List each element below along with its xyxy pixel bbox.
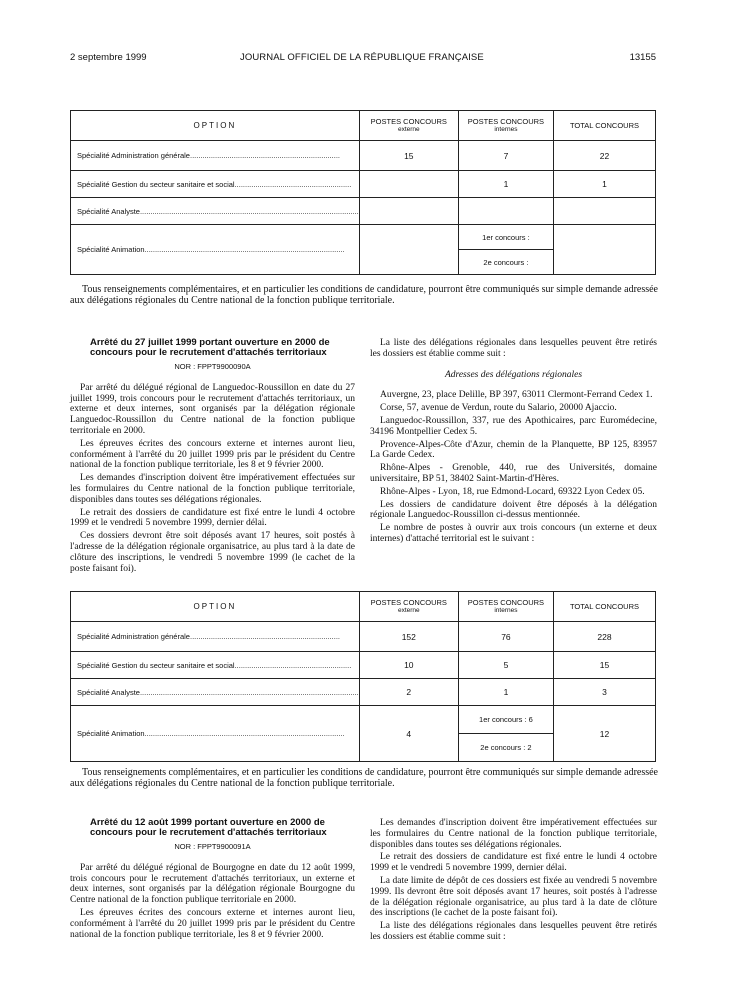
table-postes-1 <box>70 110 656 275</box>
col-total: TOTAL CONCOURS <box>554 111 656 141</box>
cell-externe <box>359 171 458 198</box>
cell-internes: 1 <box>458 171 553 198</box>
table-header-row <box>71 592 656 622</box>
cell-internes-1: 1er concours : <box>458 225 553 250</box>
cell-total: 1 <box>554 171 656 198</box>
row-label: Spécialité Animation................................................................................................ <box>71 225 360 275</box>
cell-externe: 2 <box>359 679 458 706</box>
row-label: Spécialité Analyste......................................................................................................... <box>71 679 360 706</box>
cell-externe: 10 <box>359 652 458 679</box>
cell-internes: 7 <box>458 141 553 171</box>
paragraph: Les épreuves écrites des concours externe et internes auront lieu, conformément à l'arrêté du 20 juillet 1999 pris par le président du Centre national de la fonction publique territoriale, les 8 et 9 février 2000. <box>70 438 355 471</box>
arrete-1-right <box>370 338 657 547</box>
arrete-2-right <box>370 818 657 945</box>
cell-internes: 1 <box>458 679 553 706</box>
addresses-title: Adresses des délégations régionales <box>444 369 583 380</box>
address-item: Rhône-Alpes - Grenoble, 440, rue des Universités, domaine universitaire, BP 51, 38402 Saint-Martin-d'Hères. <box>370 463 657 484</box>
address-item: Languedoc-Roussillon, 337, rue des Apothicaires, parc Euromédecine, 34196 Montpellier Cedex 5. <box>370 415 657 437</box>
row-label: Spécialité Administration générale........................................................................ <box>71 622 360 652</box>
paragraph: Le retrait des dossiers de candidature est fixé entre le lundi 4 octobre 1999 et le vendredi 5 novembre 1999, dernier délai. <box>370 852 657 874</box>
paragraph: Les épreuves écrites des concours externe et internes auront lieu, conformément à l'arrêté du 20 juillet 1999 pris par le président du Centre national de la fonction publique territoriale, les 8 et 9 février 2000. <box>70 907 355 940</box>
cell-externe <box>359 198 458 225</box>
paragraph: La liste des délégations régionales dans lesquelles peuvent être retirés les dossiers est établie comme suit : <box>370 921 657 942</box>
cell-internes: 5 <box>458 652 553 679</box>
col-externe: POSTES CONCOURS externe <box>359 592 458 622</box>
cell-externe: 4 <box>359 706 458 762</box>
cell-total: 3 <box>554 679 656 706</box>
paragraph: Les demandes d'inscription doivent être impérativement effectuées sur les formulaires du Centre national de la fonction publique territoriale, disponibles dans toutes ses délégations régionales. <box>70 473 355 505</box>
cell-total <box>554 198 656 225</box>
cell-total: 228 <box>554 622 656 652</box>
table-row <box>71 225 656 250</box>
table-postes-2 <box>70 591 656 762</box>
address-item: Corse, 57, avenue de Verdun, route du Salario, 20000 Ajaccio. <box>380 403 617 414</box>
table-row <box>71 622 656 652</box>
header-page-number: 13155 <box>629 52 656 63</box>
table-header-row <box>71 111 656 141</box>
col-externe: POSTES CONCOURS externe <box>359 111 458 141</box>
cell-total: 12 <box>554 706 656 762</box>
arrete-1-nor: NOR : FPPT9900090A <box>174 362 251 371</box>
paragraph: La liste des délégations régionales dans lesquelles peuvent être retirés les dossiers est établie comme suit : <box>370 338 657 359</box>
header-journal-title: JOURNAL OFFICIEL DE LA RÉPUBLIQUE FRANÇAISE <box>240 52 484 63</box>
paragraph: Par arrêté du délégué régional de Languedoc-Roussillon en date du 27 juillet 1999, trois concours pour le recrutement d'attachés territoriaux, un externe et deux internes, sont organisés par la délégation régionale Languedoc-Roussillon du Centre national de la fonction publique territoriale en 2000. <box>70 382 355 436</box>
address-item: Auvergne, 23, place Delille, BP 397, 63011 Clermont-Ferrand Cedex 1. <box>380 390 653 401</box>
table-row <box>71 171 656 198</box>
page-header <box>70 52 660 68</box>
paragraph: Ces dossiers devront être soit déposés avant 17 heures, soit postés à l'adresse de la délégation régionale organisatrice, au plus tard à la date de clôture des inscriptions, le vendredi 5 novembre 1999 (le cachet de la poste faisant foi). <box>70 531 355 574</box>
arrete-2-left <box>70 818 355 942</box>
col-internes: POSTES CONCOURS internes <box>458 592 553 622</box>
address-item: Rhône-Alpes - Lyon, 18, rue Edmond-Locard, 69322 Lyon Cedex 05. <box>380 486 645 497</box>
paragraph: Les demandes d'inscription doivent être impérativement effectuées sur les formulaires du Centre national de la fonction publique territoriale, disponibles dans toutes ses délégations régionales. <box>370 818 657 850</box>
row-label: Spécialité Animation................................................................................................ <box>71 706 360 762</box>
cell-internes-2: 2e concours : 2 <box>458 734 553 762</box>
table-row <box>71 198 656 225</box>
cell-internes-1: 1er concours : 6 <box>458 706 553 734</box>
address-item: Provence-Alpes-Côte d'Azur, chemin de la Planquette, BP 125, 83957 La Garde Cedex. <box>370 439 657 461</box>
table-row <box>71 141 656 171</box>
row-label: Spécialité Analyste......................................................................................................... <box>71 198 360 225</box>
cell-internes-2: 2e concours : <box>458 250 553 275</box>
col-internes: POSTES CONCOURS internes <box>458 111 553 141</box>
cell-internes <box>458 198 553 225</box>
paragraph: Les dossiers de candidature doivent être déposés à la délégation régionale Languedoc-Roussillon ci-dessus mentionnée. <box>370 499 657 521</box>
cell-externe: 15 <box>359 141 458 171</box>
cell-total: 22 <box>554 141 656 171</box>
header-date: 2 septembre 1999 <box>70 52 147 63</box>
paragraph: Le retrait des dossiers de candidature est fixé entre le lundi 4 octobre 1999 et le vendredi 5 novembre 1999, dernier délai. <box>70 507 355 529</box>
cell-total: 15 <box>554 652 656 679</box>
cell-externe <box>359 225 458 275</box>
cell-internes: 76 <box>458 622 553 652</box>
row-label: Spécialité Gestion du secteur sanitaire et social........................................................ <box>71 171 360 198</box>
cell-externe: 152 <box>359 622 458 652</box>
row-label: Spécialité Gestion du secteur sanitaire et social........................................................ <box>71 652 360 679</box>
table-row <box>71 679 656 706</box>
notice-1: Tous renseignements complémentaires, et en particulier les conditions de candidature, pourront être communiqués sur simple demande adressée aux délégations régionales du Centre national de la fonction publique territoriale. <box>70 284 658 306</box>
notice-2: Tous renseignements complémentaires, et en particulier les conditions de candidature, pourront être communiqués sur simple demande adressée aux délégations régionales du Centre national de la fonction publique territoriale. <box>70 767 658 789</box>
table-row <box>71 652 656 679</box>
arrete-2-title: Arrêté du 12 août 1999 portant ouverture en 2000 de concours pour le recrutement d'attachés territoriaux <box>90 817 327 838</box>
table-row <box>71 706 656 734</box>
paragraph: La date limite de dépôt de ces dossiers est fixée au vendredi 5 novembre 1999. Ils devront être soit déposés avant 17 heures, soit postés à l'adresse de la délégation régionale organisatrice, au plus tard à la date de clôture des inscriptions (le cachet de la poste faisant foi). <box>370 875 657 919</box>
row-label: Spécialité Administration générale........................................................................ <box>71 141 360 171</box>
col-option: OPTION <box>71 592 360 622</box>
paragraph: Par arrêté du délégué régional de Bourgogne en date du 12 août 1999, trois concours pour le recrutement d'attachés territoriaux, un externe et deux internes, sont organisés par la délégation régionale Bourgogne du Centre national de la fonction publique territoriale en 2000. <box>70 862 355 906</box>
arrete-1-title: Arrêté du 27 juillet 1999 portant ouverture en 2000 de concours pour le recrutement d'attachés territoriaux <box>90 337 330 358</box>
col-total: TOTAL CONCOURS <box>554 592 656 622</box>
col-option: OPTION <box>71 111 360 141</box>
arrete-1-left <box>70 338 355 576</box>
paragraph: Le nombre de postes à ouvrir aux trois concours (un externe et deux internes) d'attaché territorial est le suivant : <box>370 523 657 544</box>
arrete-2-nor: NOR : FPPT9900091A <box>174 842 251 851</box>
cell-total <box>554 225 656 275</box>
